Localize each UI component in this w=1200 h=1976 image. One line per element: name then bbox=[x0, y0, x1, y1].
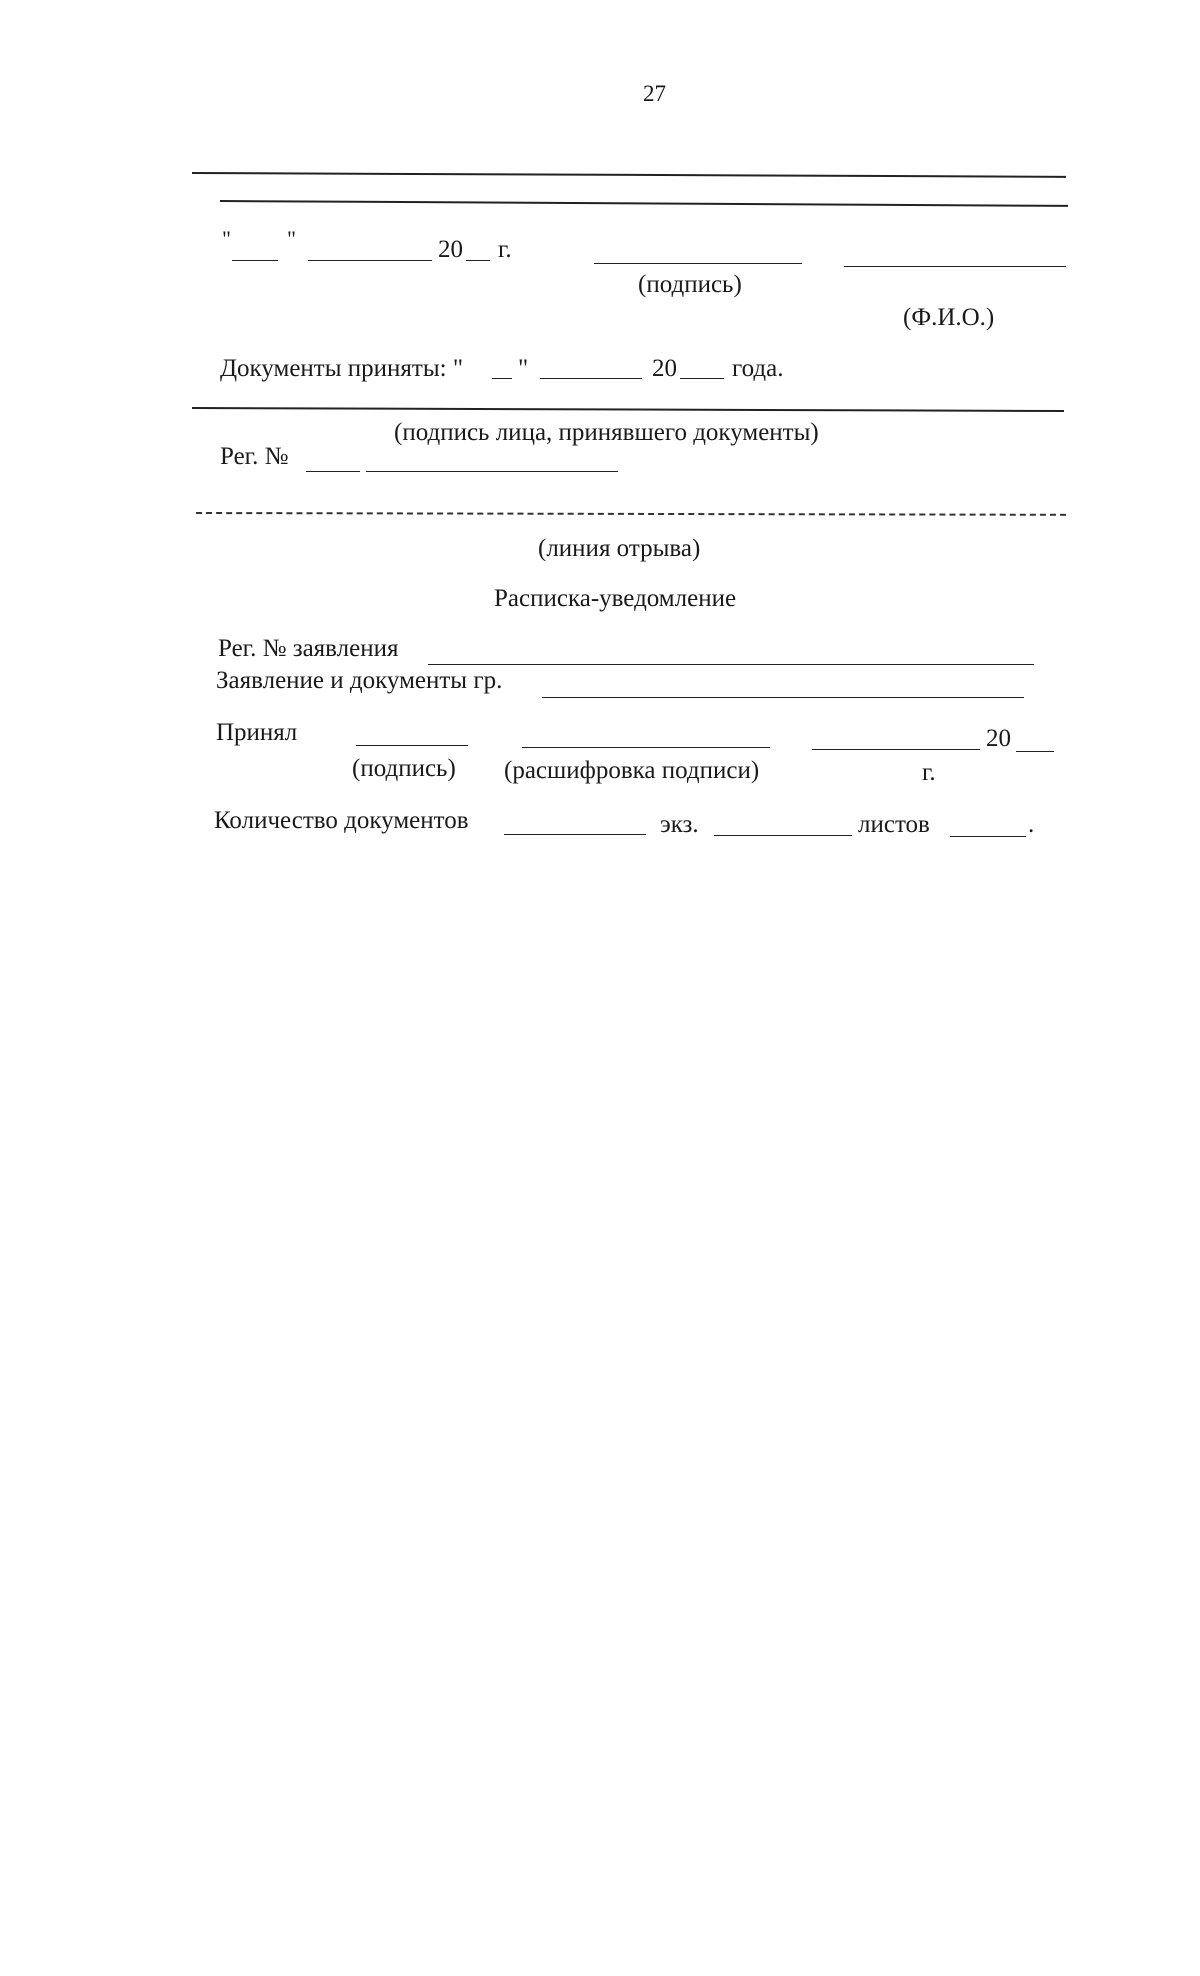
receipt-decoding-line[interactable] bbox=[522, 747, 770, 748]
docs-accepted-year-suffix: года. bbox=[732, 355, 784, 382]
receipt-year-prefix: 20 bbox=[986, 725, 1011, 752]
receipt-signature-caption: (подпись) bbox=[352, 755, 456, 782]
docs-accepted-day-blank[interactable] bbox=[492, 378, 512, 379]
fill-line-1[interactable] bbox=[192, 172, 1066, 178]
receipt-reg-no-label: Рег. № заявления bbox=[218, 635, 399, 662]
receipt-sheets-label: листов bbox=[858, 811, 930, 838]
reg-no-blank-1[interactable] bbox=[306, 471, 360, 472]
applicant-signature-line[interactable] bbox=[594, 263, 802, 264]
receiver-caption: (подпись лица, принявшего документы) bbox=[394, 419, 819, 446]
date-year-blank[interactable] bbox=[466, 260, 490, 261]
tear-line-caption: (линия отрыва) bbox=[538, 535, 701, 562]
receipt-reg-no-blank[interactable] bbox=[428, 664, 1034, 665]
date-quote-close: " bbox=[287, 226, 296, 251]
receipt-sheets-blank[interactable] bbox=[950, 836, 1026, 837]
receipt-count-blank[interactable] bbox=[504, 834, 646, 835]
receipt-title: Расписка-уведомление bbox=[494, 585, 737, 612]
receipt-accepted-label: Принял bbox=[216, 719, 298, 746]
receipt-decoding-caption: (расшифровка подписи) bbox=[504, 757, 760, 784]
receipt-period: . bbox=[1028, 811, 1035, 838]
receipt-docs-from-label: Заявление и документы гр. bbox=[216, 667, 503, 694]
docs-accepted-year-blank[interactable] bbox=[680, 378, 724, 379]
receipt-count-label: Количество документов bbox=[214, 807, 469, 834]
docs-accepted-quote-close: " bbox=[518, 355, 529, 382]
date-day-blank[interactable] bbox=[232, 260, 278, 261]
receipt-year-blank[interactable] bbox=[1016, 751, 1054, 752]
page-number: 27 bbox=[643, 81, 666, 106]
fill-line-2[interactable] bbox=[220, 200, 1068, 207]
receipt-copies-label: экз. bbox=[660, 811, 699, 838]
receipt-year-suffix: г. bbox=[922, 759, 936, 786]
receiver-signature-line[interactable] bbox=[192, 407, 1064, 412]
date-year-prefix: 20 bbox=[438, 236, 463, 263]
receipt-date-line[interactable] bbox=[812, 749, 980, 750]
receipt-docs-from-blank[interactable] bbox=[542, 697, 1024, 698]
docs-accepted-year-prefix: 20 bbox=[652, 355, 677, 382]
receipt-copies-blank[interactable] bbox=[714, 835, 852, 836]
signature-caption: (подпись) bbox=[638, 271, 742, 298]
reg-no-label: Рег. № bbox=[220, 443, 289, 470]
fio-caption: (Ф.И.О.) bbox=[903, 304, 995, 331]
docs-accepted-month-blank[interactable] bbox=[540, 378, 642, 379]
reg-no-blank-2[interactable] bbox=[366, 471, 618, 472]
docs-accepted-label: Документы приняты: " bbox=[220, 355, 464, 382]
applicant-fio-line[interactable] bbox=[844, 266, 1066, 267]
date-month-blank[interactable] bbox=[308, 260, 432, 261]
tear-line bbox=[196, 512, 1066, 516]
date-quote-open: " bbox=[222, 226, 231, 251]
date-year-suffix: г. bbox=[498, 236, 512, 263]
receipt-signature-line[interactable] bbox=[356, 745, 468, 746]
